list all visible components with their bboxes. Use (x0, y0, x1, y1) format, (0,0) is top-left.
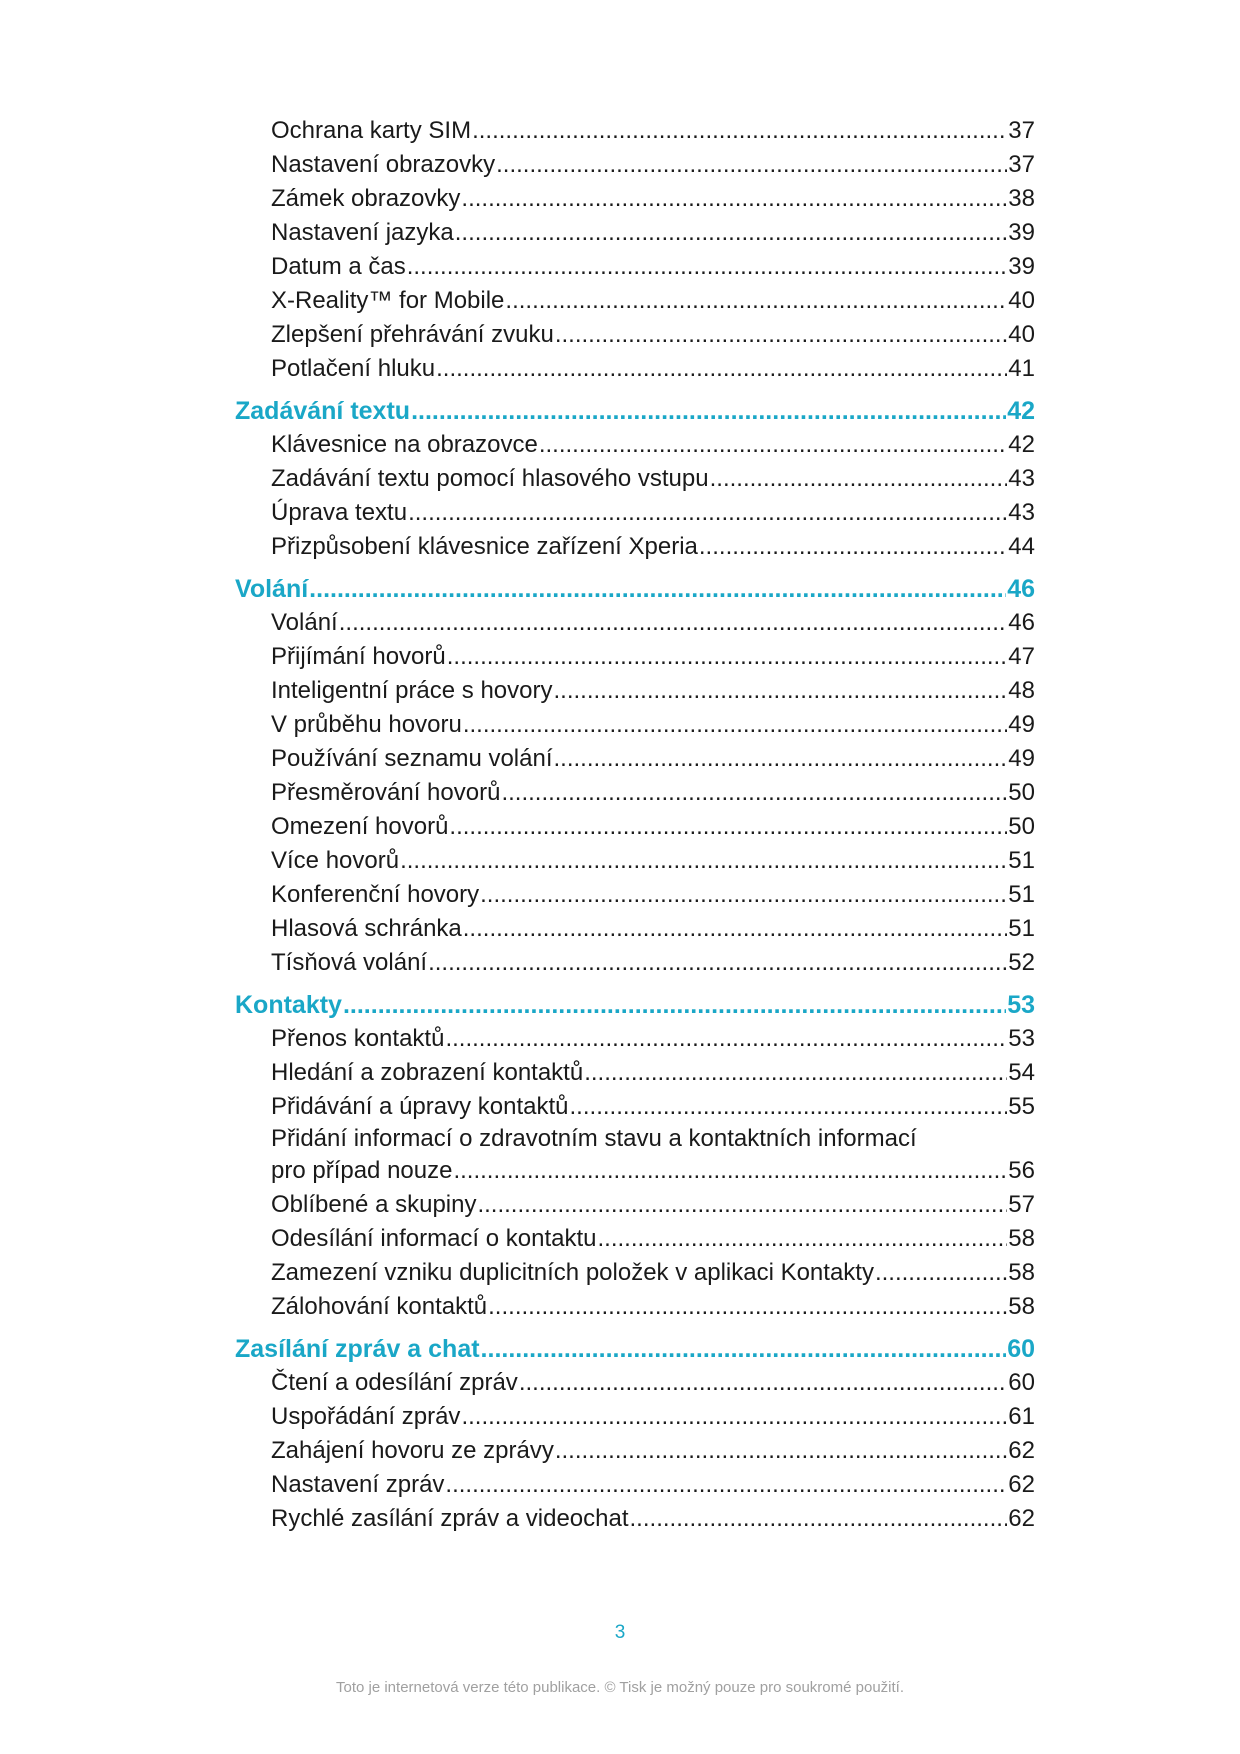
toc-entry-title: Více hovorů (271, 847, 400, 874)
toc-entry-page: 43 (1008, 465, 1035, 492)
toc-leader-dots (472, 114, 1007, 148)
toc-entry-title: Zamezení vzniku duplicitních položek v aplikaci Kontakty (271, 1259, 874, 1286)
toc-leader-dots (455, 216, 1008, 250)
toc-entry[interactable] (235, 1290, 1035, 1324)
toc-entry-title: Zahájení hovoru ze zprávy (271, 1437, 554, 1464)
toc-entry[interactable] (235, 776, 1035, 810)
toc-leader-dots (598, 1222, 1008, 1256)
toc-section-heading[interactable] (235, 572, 1035, 606)
toc-leader-dots (461, 1400, 1007, 1434)
toc-section-heading[interactable] (235, 1332, 1035, 1366)
toc-leader-dots (411, 394, 1006, 428)
toc-entry[interactable] (235, 606, 1035, 640)
toc-leader-dots (339, 606, 1008, 640)
toc-entry-title: Hledání a zobrazení kontaktů (271, 1059, 584, 1086)
toc-entry[interactable] (235, 1256, 1035, 1290)
toc-leader-dots (481, 1332, 1007, 1366)
toc-entry[interactable] (235, 1434, 1035, 1468)
toc-leader-dots (505, 284, 1007, 318)
toc-entry-page: 49 (1008, 711, 1035, 738)
toc-entry[interactable] (235, 674, 1035, 708)
page-number: 3 (614, 1622, 626, 1643)
toc-leader-dots (428, 946, 1007, 980)
toc-entry-title: Nastavení zpráv (271, 1471, 445, 1498)
toc-entry-page: 53 (1008, 1025, 1035, 1052)
toc-entry-title: Tísňová volání (271, 949, 428, 976)
toc-entry-title: Přidávání a úpravy kontaktů (271, 1093, 569, 1120)
toc-leader-dots (407, 250, 1008, 284)
toc-entry-title: Hlasová schránka (271, 915, 462, 942)
toc-section-heading[interactable] (235, 988, 1035, 1022)
toc-entry-title: Ochrana karty SIM (271, 117, 472, 144)
toc-entry-title: Zámek obrazovky (271, 185, 461, 212)
toc-section-heading[interactable] (235, 394, 1035, 428)
toc-entry-title: Nastavení obrazovky (271, 151, 496, 178)
toc-section-page: 46 (1007, 575, 1035, 603)
toc-leader-dots (453, 1154, 1007, 1188)
toc-entry-title: Přidání informací o zdravotním stavu a kontaktních informací (271, 1125, 917, 1152)
toc-entry-page: 58 (1008, 1259, 1035, 1286)
toc-entry-page: 39 (1008, 253, 1035, 280)
toc-entry[interactable] (235, 530, 1035, 564)
toc-entry-page: 40 (1008, 287, 1035, 314)
toc-entry[interactable] (235, 1468, 1035, 1502)
toc-entry[interactable] (235, 1188, 1035, 1222)
toc-entry-page: 62 (1008, 1505, 1035, 1532)
toc-entry-title: Nastavení jazyka (271, 219, 454, 246)
toc-entry-title: Přijímání hovorů (271, 643, 446, 670)
toc-entry[interactable] (235, 496, 1035, 530)
toc-entry[interactable] (235, 182, 1035, 216)
toc-entry-page: 37 (1008, 151, 1035, 178)
toc-leader-dots (309, 572, 1006, 606)
toc-entry[interactable] (235, 1056, 1035, 1090)
toc-entry[interactable] (235, 742, 1035, 776)
toc-section-title: Zadávání textu (235, 397, 411, 425)
toc-leader-dots (555, 1434, 1007, 1468)
toc-entry-page: 50 (1008, 779, 1035, 806)
toc-entry-title: Potlačení hluku (271, 355, 436, 382)
toc-leader-dots (630, 1502, 1008, 1536)
toc-leader-dots (710, 462, 1008, 496)
toc-leader-dots (699, 530, 1007, 564)
toc-entry-title: Přizpůsobení klávesnice zařízení Xperia (271, 533, 698, 560)
toc-leader-dots (555, 318, 1007, 352)
toc-entry[interactable] (235, 462, 1035, 496)
toc-entry-page: 62 (1008, 1471, 1035, 1498)
toc-entry-page: 40 (1008, 321, 1035, 348)
toc-entry-title: Rychlé zasílání zpráv a videochat (271, 1505, 629, 1532)
toc-entry-title: Používání seznamu volání (271, 745, 553, 772)
toc-section-page: 42 (1007, 397, 1035, 425)
toc-entry-page: 62 (1008, 1437, 1035, 1464)
toc-entry-page: 43 (1008, 499, 1035, 526)
toc-entry[interactable] (235, 1400, 1035, 1434)
toc-entry-page: 50 (1008, 813, 1035, 840)
toc-entry-title: Oblíbené a skupiny (271, 1191, 477, 1218)
toc-entry[interactable] (235, 1222, 1035, 1256)
toc-entry[interactable] (235, 946, 1035, 980)
toc-entry[interactable] (235, 844, 1035, 878)
toc-entry-page: 41 (1008, 355, 1035, 382)
toc-entry-title: Zlepšení přehrávání zvuku (271, 321, 554, 348)
toc-leader-dots (501, 776, 1007, 810)
toc-entry-page: 51 (1008, 915, 1035, 942)
toc-entry-title: Inteligentní práce s hovory (271, 677, 553, 704)
toc-entry[interactable] (235, 1090, 1035, 1124)
toc-entry-page: 60 (1008, 1369, 1035, 1396)
toc-section-title: Volání (235, 575, 309, 603)
toc-leader-dots (519, 1366, 1007, 1400)
toc-entry[interactable] (235, 912, 1035, 946)
toc-leader-dots (477, 1188, 1007, 1222)
toc-entry-title: Odesílání informací o kontaktu (271, 1225, 597, 1252)
toc-entry[interactable] (235, 640, 1035, 674)
toc-entry-title: Klávesnice na obrazovce (271, 431, 538, 458)
toc-entry-page: 61 (1008, 1403, 1035, 1430)
toc-entry-title: Omezení hovorů (271, 813, 449, 840)
toc-entry[interactable] (235, 810, 1035, 844)
toc-leader-dots (400, 844, 1007, 878)
toc-leader-dots (875, 1256, 1007, 1290)
toc-entry-page: 39 (1008, 219, 1035, 246)
table-of-contents (235, 114, 1035, 1536)
toc-leader-dots (539, 428, 1007, 462)
toc-leader-dots (445, 1022, 1007, 1056)
toc-entry-page: 44 (1008, 533, 1035, 560)
toc-entry[interactable] (235, 878, 1035, 912)
toc-entry-page: 58 (1008, 1225, 1035, 1252)
toc-entry-page: 42 (1008, 431, 1035, 458)
toc-leader-dots (445, 1468, 1007, 1502)
toc-entry-title: Konferenční hovory (271, 881, 480, 908)
toc-entry-title: Přesměrování hovorů (271, 779, 501, 806)
toc-entry-title: Přenos kontaktů (271, 1025, 445, 1052)
toc-entry[interactable] (235, 216, 1035, 250)
toc-leader-dots (343, 988, 1006, 1022)
toc-entry[interactable] (235, 428, 1035, 462)
toc-entry[interactable] (235, 318, 1035, 352)
toc-entry-title: Volání (271, 609, 338, 636)
toc-entry-page: 38 (1008, 185, 1035, 212)
toc-entry-title: Úprava textu (271, 499, 408, 526)
toc-entry[interactable] (235, 114, 1035, 148)
toc-leader-dots (447, 640, 1008, 674)
toc-section-page: 53 (1007, 991, 1035, 1019)
toc-entry-page: 47 (1008, 643, 1035, 670)
toc-leader-dots (488, 1290, 1007, 1324)
toc-entry[interactable] (235, 148, 1035, 182)
toc-entry-title: Čtení a odesílání zpráv (271, 1369, 518, 1396)
toc-section-page: 60 (1007, 1335, 1035, 1363)
toc-leader-dots (408, 496, 1007, 530)
toc-leader-dots (496, 148, 1007, 182)
toc-entry-page: 58 (1008, 1293, 1035, 1320)
toc-entry-title: X-Reality™ for Mobile (271, 287, 505, 314)
toc-entry-title: Datum a čas (271, 253, 406, 280)
toc-section-title: Kontakty (235, 991, 342, 1019)
toc-entry-page: 48 (1008, 677, 1035, 704)
toc-section-title: Zasílání zpráv a chat (235, 1335, 480, 1363)
toc-entry-page: 49 (1008, 745, 1035, 772)
toc-leader-dots (461, 182, 1007, 216)
toc-entry-page: 56 (1008, 1157, 1035, 1184)
toc-entry[interactable] (235, 708, 1035, 742)
toc-entry-page: 51 (1008, 847, 1035, 874)
toc-entry-page: 51 (1008, 881, 1035, 908)
toc-entry[interactable] (235, 1124, 1035, 1188)
toc-entry[interactable] (235, 284, 1035, 318)
toc-leader-dots (449, 810, 1007, 844)
toc-leader-dots (463, 912, 1008, 946)
toc-entry[interactable] (235, 250, 1035, 284)
toc-entry-title: Uspořádání zpráv (271, 1403, 461, 1430)
toc-entry-page: 55 (1008, 1093, 1035, 1120)
toc-entry-title: Zálohování kontaktů (271, 1293, 488, 1320)
toc-leader-dots (570, 1090, 1008, 1124)
toc-entry[interactable] (235, 1366, 1035, 1400)
toc-entry-page: 37 (1008, 117, 1035, 144)
toc-entry-page: 52 (1008, 949, 1035, 976)
toc-entry-page: 46 (1008, 609, 1035, 636)
toc-leader-dots (480, 878, 1007, 912)
toc-leader-dots (436, 352, 1007, 386)
toc-leader-dots (554, 674, 1008, 708)
toc-entry-title: pro případ nouze (271, 1157, 453, 1184)
toc-entry-page: 54 (1008, 1059, 1035, 1086)
toc-leader-dots (554, 742, 1008, 776)
toc-entry-page: 57 (1008, 1191, 1035, 1218)
toc-entry-title: Zadávání textu pomocí hlasového vstupu (271, 465, 709, 492)
toc-entry-title: V průběhu hovoru (271, 711, 462, 738)
toc-entry[interactable] (235, 352, 1035, 386)
toc-entry[interactable] (235, 1502, 1035, 1536)
toc-leader-dots (584, 1056, 1007, 1090)
toc-entry[interactable] (235, 1022, 1035, 1056)
toc-leader-dots (463, 708, 1007, 742)
footer-note: Toto je internetová verze této publikace. © Tisk je možný pouze pro soukromé použití. (335, 1679, 904, 1696)
